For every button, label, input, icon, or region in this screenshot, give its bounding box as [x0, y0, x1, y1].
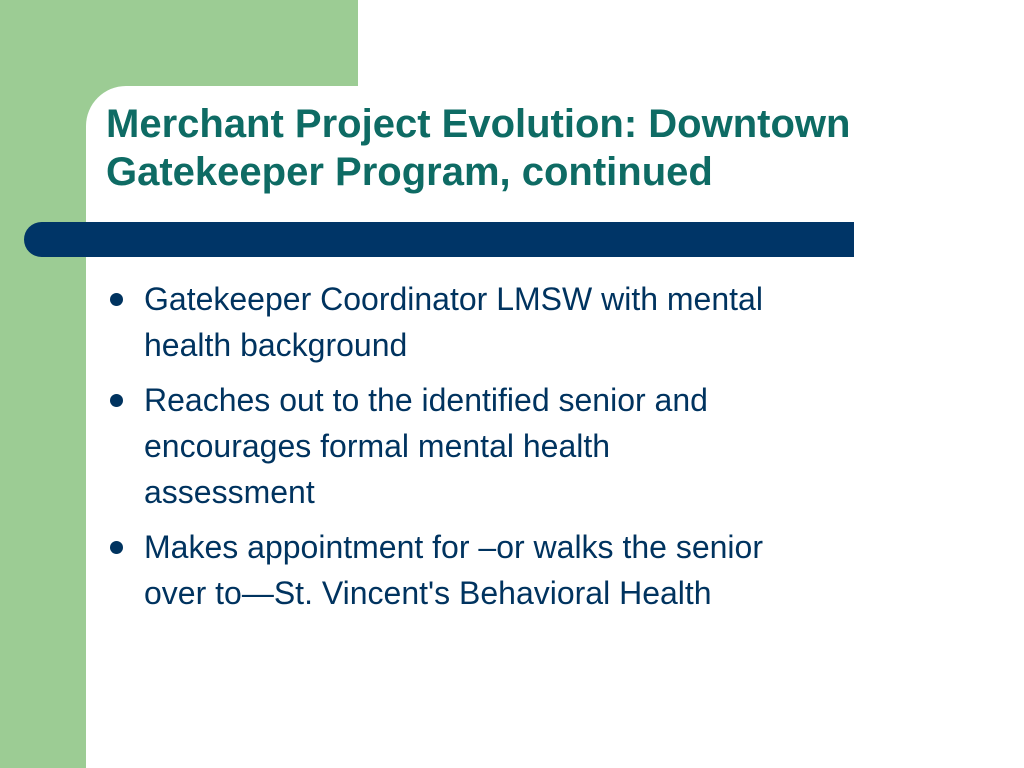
slide-title-line: Gatekeeper Program, continued	[106, 150, 713, 194]
bullet-line: Gatekeeper Coordinator LMSW with mental	[144, 281, 763, 317]
bullet-line: assessment	[144, 474, 315, 510]
bullet-line: health background	[144, 327, 408, 363]
slide-title	[106, 100, 986, 196]
bullet-dot-icon	[110, 541, 123, 554]
bullet-line: encourages formal mental health	[144, 428, 611, 464]
bullet-line: over to—St. Vincent's Behavioral Health	[144, 575, 712, 611]
bullet-item	[106, 377, 966, 515]
green-left-band	[0, 0, 86, 768]
slide-title-line: Merchant Project Evolution: Downtown	[106, 102, 851, 146]
title-divider-bar	[24, 222, 854, 257]
bullet-list	[106, 276, 966, 625]
bullet-line: Makes appointment for –or walks the senior	[144, 529, 763, 565]
bullet-dot-icon	[110, 394, 123, 407]
bullet-dot-icon	[110, 293, 123, 306]
bullet-item	[106, 524, 966, 616]
bullet-item	[106, 276, 966, 368]
bullet-line: Reaches out to the identified senior and	[144, 382, 708, 418]
